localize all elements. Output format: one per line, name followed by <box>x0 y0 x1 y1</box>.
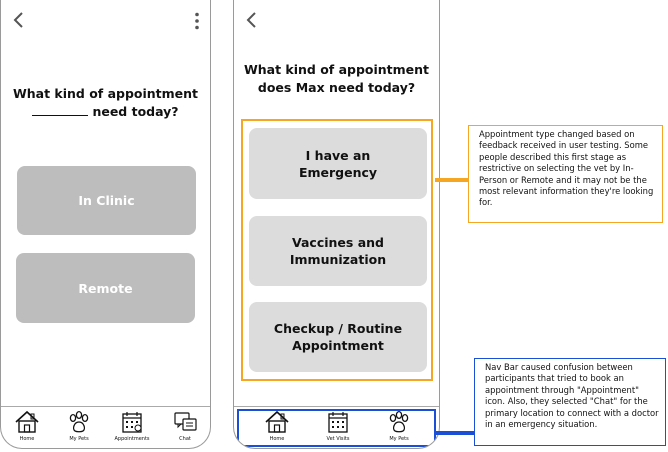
nav-label: Home <box>19 436 35 442</box>
remote-label: Remote <box>78 280 133 296</box>
calendar-icon <box>325 410 351 434</box>
bottom-nav-bar <box>1 406 210 449</box>
question-heading <box>1 85 210 121</box>
nav-label: Appointments <box>114 436 150 442</box>
nav-label: My Pets <box>389 436 409 442</box>
option-label-line2: Emergency <box>298 164 378 180</box>
remote-button[interactable] <box>16 253 195 323</box>
orange-connector <box>435 178 469 182</box>
back-arrow-icon[interactable] <box>10 10 26 30</box>
emergency-option-button[interactable] <box>249 128 427 199</box>
in-clinic-button[interactable] <box>17 166 196 235</box>
calendar-icon <box>119 410 145 434</box>
nav-my-pets[interactable] <box>59 410 99 442</box>
nav-home[interactable] <box>257 410 297 442</box>
house-icon <box>264 410 290 434</box>
nav-label: Home <box>269 436 285 442</box>
question-line-1: What kind of appointment <box>12 86 199 101</box>
paw-icon <box>66 410 92 434</box>
nav-label: My Pets <box>69 436 89 442</box>
question-line-1: What kind of appointment <box>243 62 430 77</box>
more-options-icon[interactable] <box>194 12 200 30</box>
house-icon <box>14 410 40 434</box>
blue-connector <box>436 431 474 435</box>
paw-icon <box>386 410 412 434</box>
nav-chat[interactable] <box>165 410 205 442</box>
option-label-line1: Checkup / Routine <box>273 321 403 336</box>
question-heading <box>234 61 439 97</box>
option-label-line1: Vaccines and <box>292 235 384 250</box>
back-arrow-icon[interactable] <box>243 10 259 30</box>
option-label-line1: I have an <box>305 147 371 163</box>
question-line-2: does Max need today? <box>257 80 416 95</box>
phone-screen-original <box>0 0 211 449</box>
option-label-line2: Immunization <box>289 252 387 267</box>
option-label-line2: Appointment <box>292 338 384 353</box>
nav-label: Chat <box>179 436 191 442</box>
question-line-2: need today? <box>92 104 179 119</box>
nav-label: Vet Visits <box>326 436 350 442</box>
chat-icon <box>172 410 198 434</box>
in-clinic-label: In Clinic <box>78 193 135 208</box>
phone-screen-revised <box>233 0 440 449</box>
navbar-annotation: Nav Bar caused confusion between participants that tried to book an appointment through "Appointment" icon. Also, they selected "Chat" for the primary location to connect with a doctor in an emergency situation. <box>474 358 666 446</box>
nav-my-pets[interactable] <box>379 410 419 442</box>
nav-vet-visits[interactable] <box>318 410 358 442</box>
bottom-nav-bar <box>234 406 439 449</box>
vaccines-option-button[interactable] <box>249 216 427 286</box>
nav-appointments[interactable] <box>112 410 152 442</box>
nav-home[interactable] <box>7 410 47 442</box>
name-blank <box>32 104 88 116</box>
options-change-annotation: Appointment type changed based on feedback received in user testing. Some people described this first stage as restrictive on selecting the vet by In-Person or Remote and it may not be the most relevant information they're looking for. <box>468 125 663 223</box>
checkup-option-button[interactable] <box>249 302 427 372</box>
